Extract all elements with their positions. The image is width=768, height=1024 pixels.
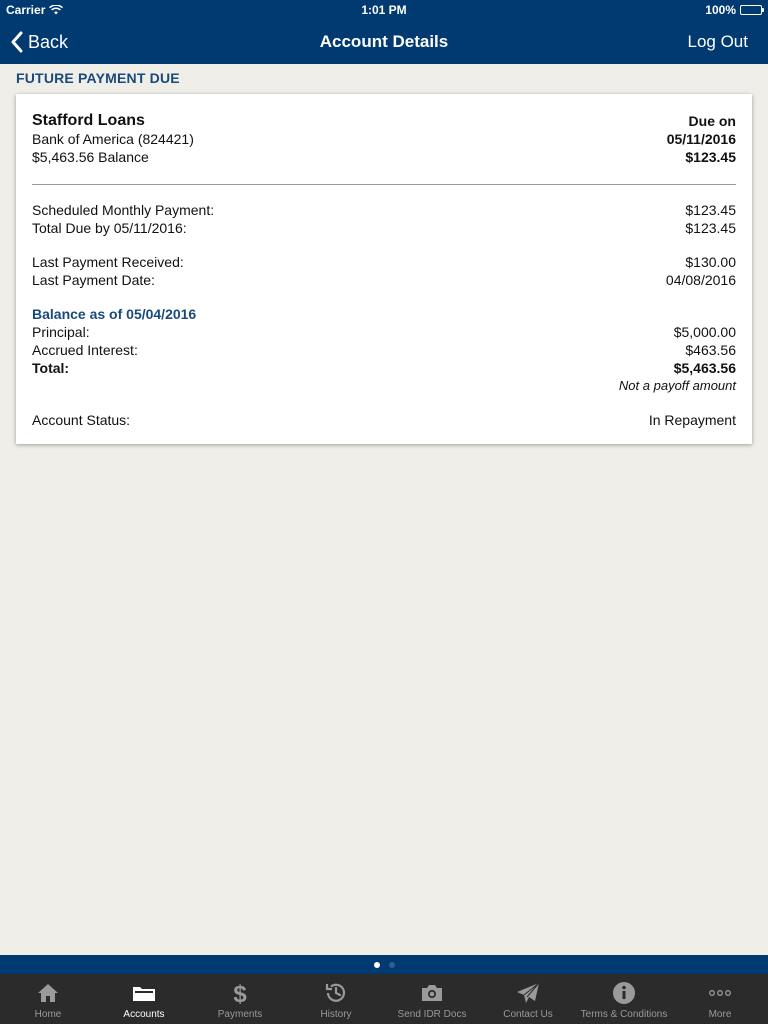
total-due-label: Total Due by 05/11/2016: [32,220,187,236]
tab-send-idr-docs[interactable] [384,974,480,1024]
total-label: Total: [32,360,70,376]
battery-percent: 100% [705,3,736,17]
total-due-value: $123.45 [685,220,736,236]
accrued-interest-row [32,341,736,359]
tab-more[interactable] [672,974,768,1024]
last-payment-received-value: $130.00 [685,254,736,270]
tab-label: Contact Us [503,1009,553,1020]
tab-home[interactable] [0,974,96,1024]
clock: 1:01 PM [361,3,407,17]
folder-icon [131,980,157,1006]
top-bar [0,0,768,64]
loan-summary [32,112,736,166]
tab-label: History [320,1009,352,1020]
svg-text:$: $ [233,981,247,1006]
tab-label: Payments [217,1009,263,1020]
accrued-interest-label: Accrued Interest: [32,342,138,358]
battery-indicator [705,3,762,17]
loan-name: Stafford Loans [32,112,145,129]
tab-label: Terms & Conditions [580,1009,668,1020]
tab-terms-conditions[interactable] [576,974,672,1024]
principal-row [32,323,736,341]
status-bar [0,0,768,20]
due-amount: $123.45 [685,149,736,165]
tab-label: Send IDR Docs [397,1009,467,1020]
history-icon [323,980,349,1006]
tab-contact-us[interactable] [480,974,576,1024]
more-icon [707,980,733,1006]
page-dot-1[interactable] [374,962,380,968]
account-card [16,94,752,444]
tab-label: More [708,1009,732,1020]
battery-icon [740,5,762,15]
dollar-icon [227,980,253,1006]
last-payment-received-row [32,253,736,271]
tab-bar [0,974,768,1024]
scheduled-payment-label: Scheduled Monthly Payment: [32,202,215,218]
nav-bar [0,20,768,64]
camera-icon [419,980,445,1006]
account-status-label: Account Status: [32,412,131,428]
last-payment-received-label: Last Payment Received: [32,254,184,270]
tab-history[interactable] [288,974,384,1024]
loan-balance: $5,463.56 Balance [32,149,149,165]
section-header: FUTURE PAYMENT DUE [16,70,180,86]
payoff-note-row [32,377,736,395]
page-title: Account Details [319,32,449,51]
account-status-row [32,411,736,429]
last-payment-date-value: 04/08/2016 [665,272,736,288]
back-label: Back [28,31,69,52]
divider [32,184,736,185]
paper-plane-icon [515,980,541,1006]
last-payment-date-row [32,271,736,289]
tab-label: Accounts [123,1009,165,1020]
info-icon [611,980,637,1006]
carrier-label: Carrier [6,3,46,17]
loan-servicer: Bank of America (824421) [32,131,194,147]
home-icon [35,980,61,1006]
tab-payments[interactable] [192,974,288,1024]
payoff-note: Not a payoff amount [618,378,736,393]
scheduled-payment-value: $123.45 [685,202,736,218]
due-date: 05/11/2016 [666,131,736,147]
tab-accounts[interactable] [96,974,192,1024]
principal-label: Principal: [32,324,90,340]
account-status-value: In Repayment [648,412,736,428]
balance-header-row [32,305,736,323]
total-due-row [32,219,736,237]
tab-label: Home [34,1009,62,1020]
last-payment-date-label: Last Payment Date: [32,272,155,288]
accrued-interest-value: $463.56 [685,342,736,358]
total-value: $5,463.56 [673,360,736,376]
page-dot-2[interactable] [389,962,395,968]
logout-button[interactable]: Log Out [687,32,748,51]
due-on-label: Due on [688,113,736,129]
total-row [32,359,736,377]
balance-header: Balance as of 05/04/2016 [32,306,197,322]
principal-value: $5,000.00 [673,324,736,340]
scheduled-payment-row [32,201,736,219]
page-indicator [0,955,768,974]
